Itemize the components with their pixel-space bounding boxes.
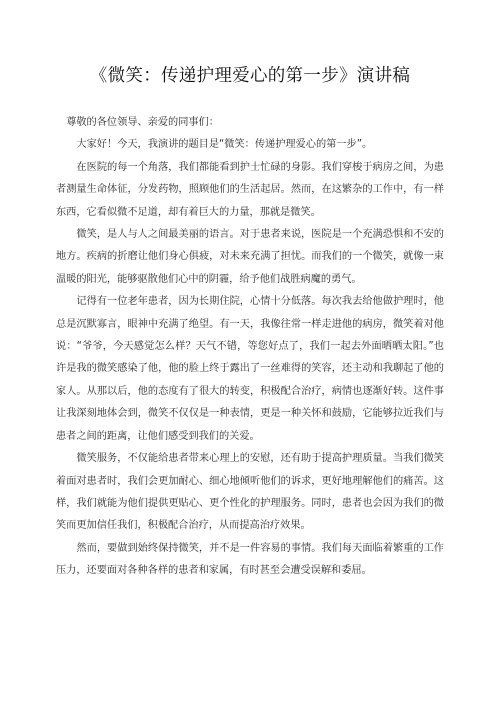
page-title: 《微笑：传递护理爱心的第一步》演讲稿 (89, 66, 411, 86)
paragraph: 微笑，是人与人之间最美丽的语言。对于患者来说，医院是一个充满恐惧和不安的地方。疾病的折磨让他们身心俱疲，对未来充满了担忧。而我们的一个微笑，就像一束温暖的阳光，能够驱散他们心中的阴霾，给予他们战胜病魔的勇气。 (56, 229, 444, 285)
paragraph: 记得有一位老年患者，因为长期住院，心情十分低落。每次我去给他做护理时，他总是沉默寡言，眼神中充满了绝望。有一天，我像往常一样走进他的病房，微笑着对他说：“爷爷，今天感觉怎么样？天气不错，等您好点了，我们一起去外面晒晒太阳。”也许是我的微笑感染了他，他的脸上终于露出了一丝难得的笑容，还主动和我聊起了他的家人。从那以后，他的态度有了很大的转变，积极配合治疗，病情也逐渐好转。这件事让我深刻地体会到，微笑不仅仅是一种表情，更是一种关怀和鼓励，它能够拉近我们与患者之间的距离，让他们感受到我们的关爱。 (56, 296, 444, 442)
paragraph: 然而，要做到始终保持微笑，并不是一件容易的事情。我们每天面临着繁重的工作压力，还要面对各种各样的患者和家属，有时甚至会遭受误解和委屈。 (56, 542, 444, 577)
paragraph: 在医院的每一个角落，我们都能看到护士忙碌的身影。我们穿梭于病房之间，为患者测量生命体征，分发药物，照顾他们的生活起居。然而，在这繁杂的工作中，有一样东西，它看似微不足道，却有着巨大的力量，那就是微笑。 (56, 161, 444, 218)
paragraph: 微笑服务，不仅能给患者带来心理上的安慰，还有助于提高护理质量。当我们微笑着面对患者时，我们会更加耐心、细心地倾听他们的诉求，更好地理解他们的痛苦。这样，我们就能为他们提供更贴心、更个性化的护理服务。同时，患者也会因为我们的微笑而更加信任我们，积极配合治疗，从而提高治疗效果。 (56, 453, 444, 532)
document-body (56, 112, 444, 583)
paragraph: 大家好！今天，我演讲的题目是“微笑：传递护理爱心的第一步”。 (76, 139, 373, 151)
salutation: 尊敬的各位领导、亲爱的同事们： (66, 117, 219, 128)
